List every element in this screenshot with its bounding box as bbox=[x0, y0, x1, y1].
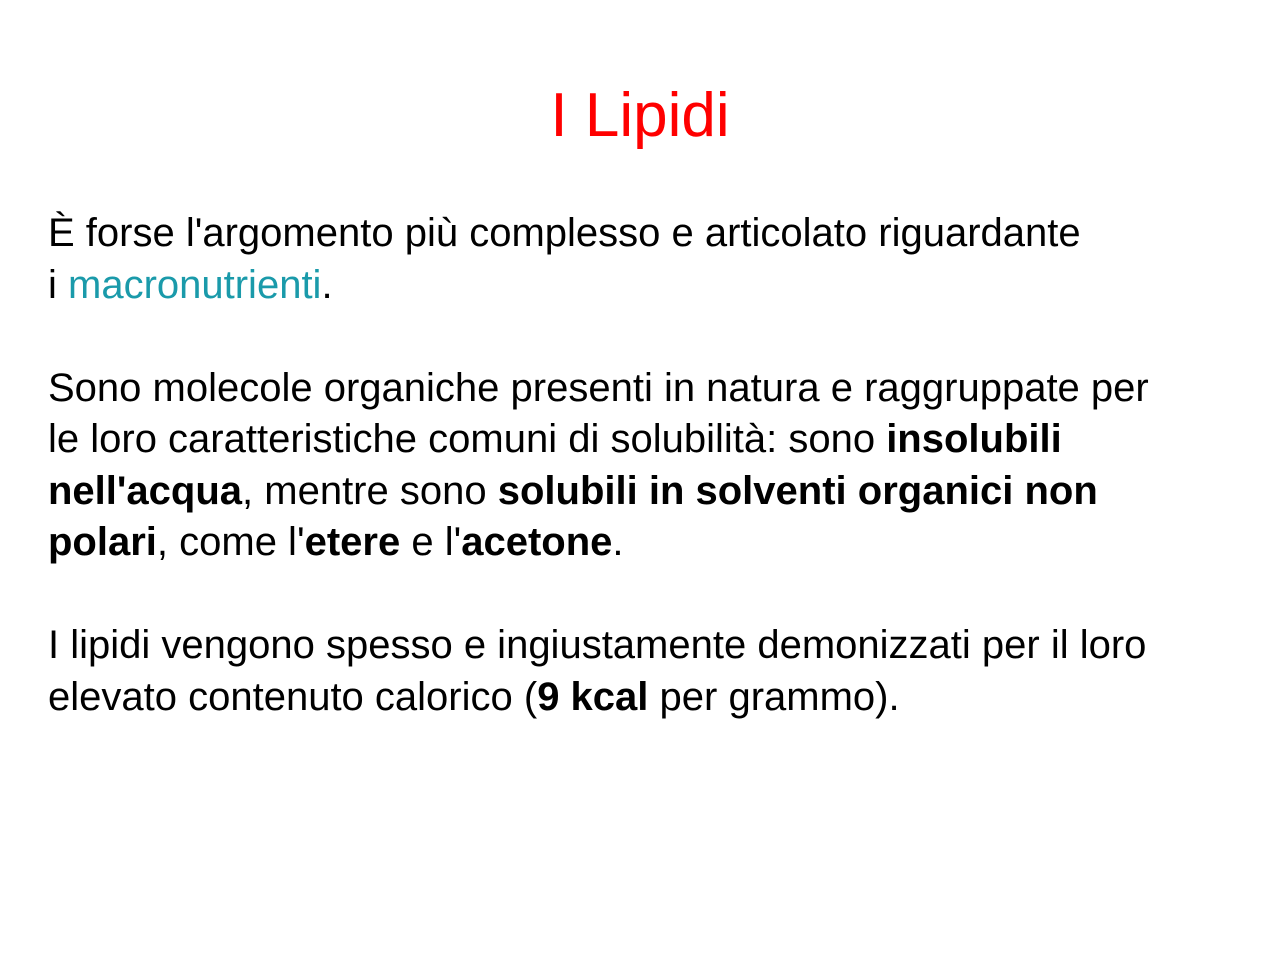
slide-title: I Lipidi bbox=[550, 81, 730, 150]
solubility-bold-acqua: nell'acqua bbox=[48, 468, 243, 513]
calories-bold-kcal: 9 kcal bbox=[537, 674, 649, 719]
paragraph-calories bbox=[48, 620, 1258, 723]
macronutrienti-link[interactable]: macronutrienti bbox=[68, 262, 322, 307]
solubility-bold-polari: polari bbox=[48, 520, 157, 564]
solubility-bold-etere: etere bbox=[304, 520, 401, 564]
solubility-text-4: , come l' bbox=[156, 520, 305, 564]
intro-suffix: . bbox=[321, 262, 333, 307]
solubility-text-3: , mentre sono bbox=[242, 468, 498, 513]
solubility-bold-acetone: acetone bbox=[461, 520, 613, 564]
paragraph-solubility bbox=[48, 363, 1258, 569]
intro-prefix: i bbox=[48, 262, 68, 307]
solubility-bold-insolubili: insolubili bbox=[886, 417, 1062, 461]
solubility-text-6: . bbox=[612, 520, 624, 564]
solubility-text-2: le loro caratteristiche comuni di solubilità: sono bbox=[48, 417, 887, 461]
slide-body bbox=[48, 208, 1258, 775]
solubility-text-1: Sono molecole organiche presenti in natura e raggruppate per bbox=[48, 365, 1149, 410]
calories-text-1: I lipidi vengono spesso e ingiustamente demonizzati per il loro bbox=[48, 623, 1147, 667]
solubility-bold-solventi: solubili in solventi organici non bbox=[497, 468, 1098, 513]
calories-text-3: per grammo). bbox=[648, 674, 900, 719]
solubility-text-5: e l' bbox=[400, 520, 462, 564]
paragraph-intro bbox=[48, 208, 1258, 311]
intro-text: È forse l'argomento più complesso e articolato riguardante bbox=[48, 211, 1081, 255]
calories-text-2: elevato contenuto calorico ( bbox=[48, 674, 538, 719]
